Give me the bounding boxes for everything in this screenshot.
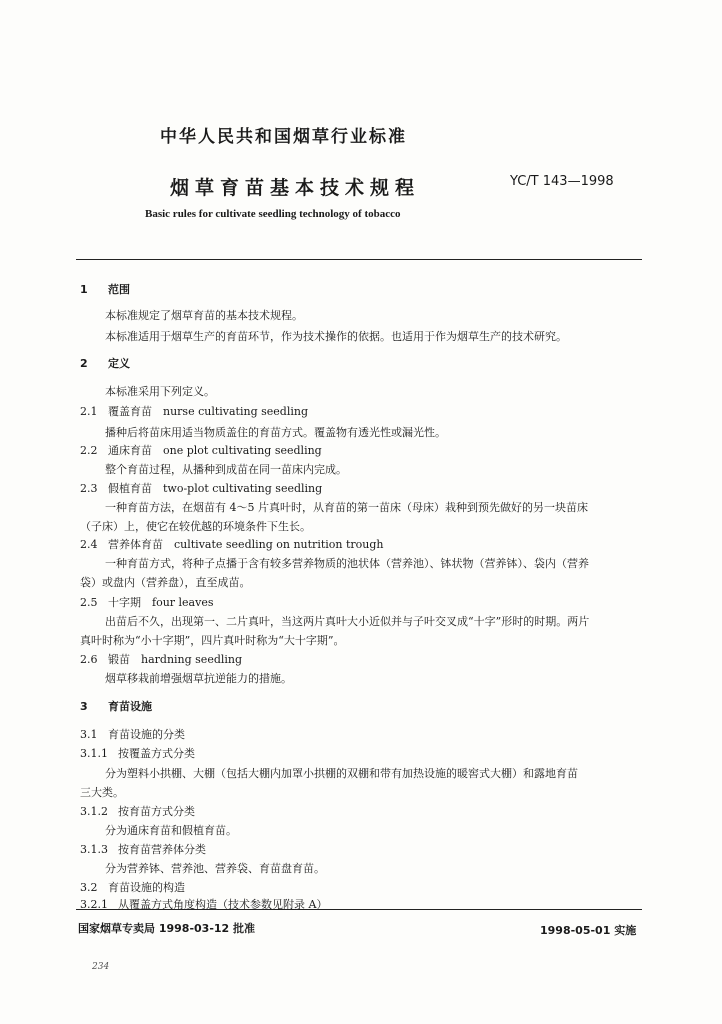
clause-number: 3.1.2 (80, 805, 108, 818)
clause-title: 覆盖育苗 nurse cultivating seedling (108, 405, 308, 418)
clause-title: 按育苗方式分类 (118, 805, 195, 818)
top-rule (76, 259, 642, 260)
paragraph: 播种后将苗床用适当物质盖住的育苗方式。覆盖物有透光性或漏光性。 (105, 426, 446, 439)
clause-number: 3.1 (80, 728, 98, 741)
clause-number: 3.1.1 (80, 747, 108, 760)
clause-3-1 (80, 728, 185, 742)
bottom-rule (76, 909, 642, 910)
clause-title: 假植育苗 two-plot cultivating seedling (108, 482, 323, 495)
definition-2-1 (80, 405, 308, 419)
paragraph: 一种育苗方式，将种子点播于含有较多营养物质的池状体（营养池）、钵状物（营养钵）、袋内（营养 (105, 557, 589, 570)
clause-3-1-1 (80, 747, 195, 761)
clause-3-1-3 (80, 843, 206, 857)
clause-number: 2.5 (80, 596, 98, 609)
paragraph: 袋）或盘内（营养盘），直至成苗。 (80, 576, 251, 589)
paragraph: 一种育苗方法，在烟苗有 4～5 片真叶时，从育苗的第一苗床（母床）栽种到预先做好的另一块苗床 (105, 501, 588, 514)
clause-title: 育苗设施的构造 (108, 881, 185, 894)
section-2-heading (80, 357, 130, 371)
paragraph: 三大类。 (80, 786, 124, 799)
clause-number: 2.3 (80, 482, 98, 495)
clause-title: 从覆盖方式角度构造（技术参数见附录 A） (118, 898, 328, 911)
paragraph: 真叶时称为“小十字期”，四片真叶时称为“大十字期”。 (80, 634, 345, 647)
definition-2-3 (80, 482, 322, 496)
page-number: 234 (92, 962, 110, 972)
definition-2-4 (80, 538, 384, 552)
paragraph: 分为通床育苗和假植育苗。 (105, 824, 237, 837)
section-title: 范围 (108, 283, 130, 296)
clause-title: 锻苗 hardning seedling (108, 653, 243, 666)
effective-date: 1998-05-01 实施 (540, 924, 637, 937)
section-title: 育苗设施 (108, 700, 152, 713)
section-number: 3 (80, 700, 88, 713)
clause-number: 2.6 (80, 653, 98, 666)
section-1-heading (80, 283, 130, 297)
paragraph: 本标准规定了烟草育苗的基本技术规程。 (105, 309, 303, 322)
paragraph: 整个育苗过程，从播种到成苗在同一苗床内完成。 (105, 463, 347, 476)
definition-2-2 (80, 444, 322, 458)
clause-number: 3.1.3 (80, 843, 108, 856)
paragraph: （子床）上，使它在较优越的环境条件下生长。 (80, 520, 311, 533)
paragraph: 本标准适用于烟草生产的育苗环节，作为技术操作的依据。也适用于作为烟草生产的技术研究。 (105, 330, 567, 343)
paragraph: 出苗后不久，出现第一、二片真叶，当这两片真叶大小近似并与子叶交叉成“十字”形时的时期。两片 (105, 615, 590, 628)
clause-title: 育苗设施的分类 (108, 728, 185, 741)
clause-number: 3.2.1 (80, 898, 108, 911)
clause-title: 十字期 four leaves (108, 596, 214, 609)
paragraph: 分为塑料小拱棚、大棚（包括大棚内加罩小拱棚的双棚和带有加热设施的暖窖式大棚）和露地育苗 (105, 767, 578, 780)
clause-3-1-2 (80, 805, 195, 819)
section-3-heading (80, 700, 152, 714)
clause-3-2 (80, 881, 185, 895)
standard-title: 中华人民共和国烟草行业标准 (160, 127, 407, 147)
section-number: 1 (80, 283, 88, 296)
paragraph: 本标准采用下列定义。 (105, 385, 215, 398)
definition-2-5 (80, 596, 214, 610)
paragraph: 烟草移栽前增强烟草抗逆能力的措施。 (105, 672, 292, 685)
clause-number: 3.2 (80, 881, 98, 894)
english-title: Basic rules for cultivate seedling technology of tobacco (145, 208, 401, 220)
clause-number: 2.4 (80, 538, 98, 551)
definition-2-6 (80, 653, 242, 667)
doc-code: YC/T 143—1998 (510, 174, 614, 189)
clause-number: 2.2 (80, 444, 98, 457)
clause-title: 按覆盖方式分类 (118, 747, 195, 760)
clause-number: 2.1 (80, 405, 98, 418)
doc-title: 烟草育苗基本技术规程 (170, 177, 421, 199)
approval-text: 国家烟草专卖局 1998-03-12 批准 (78, 922, 256, 935)
paragraph: 分为营养钵、营养池、营养袋、育苗盘育苗。 (105, 862, 325, 875)
section-number: 2 (80, 357, 88, 370)
section-title: 定义 (108, 357, 130, 370)
clause-title: 按育苗营养体分类 (118, 843, 206, 856)
clause-title: 通床育苗 one plot cultivating seedling (108, 444, 322, 457)
clause-title: 营养体育苗 cultivate seedling on nutrition trough (108, 538, 384, 551)
